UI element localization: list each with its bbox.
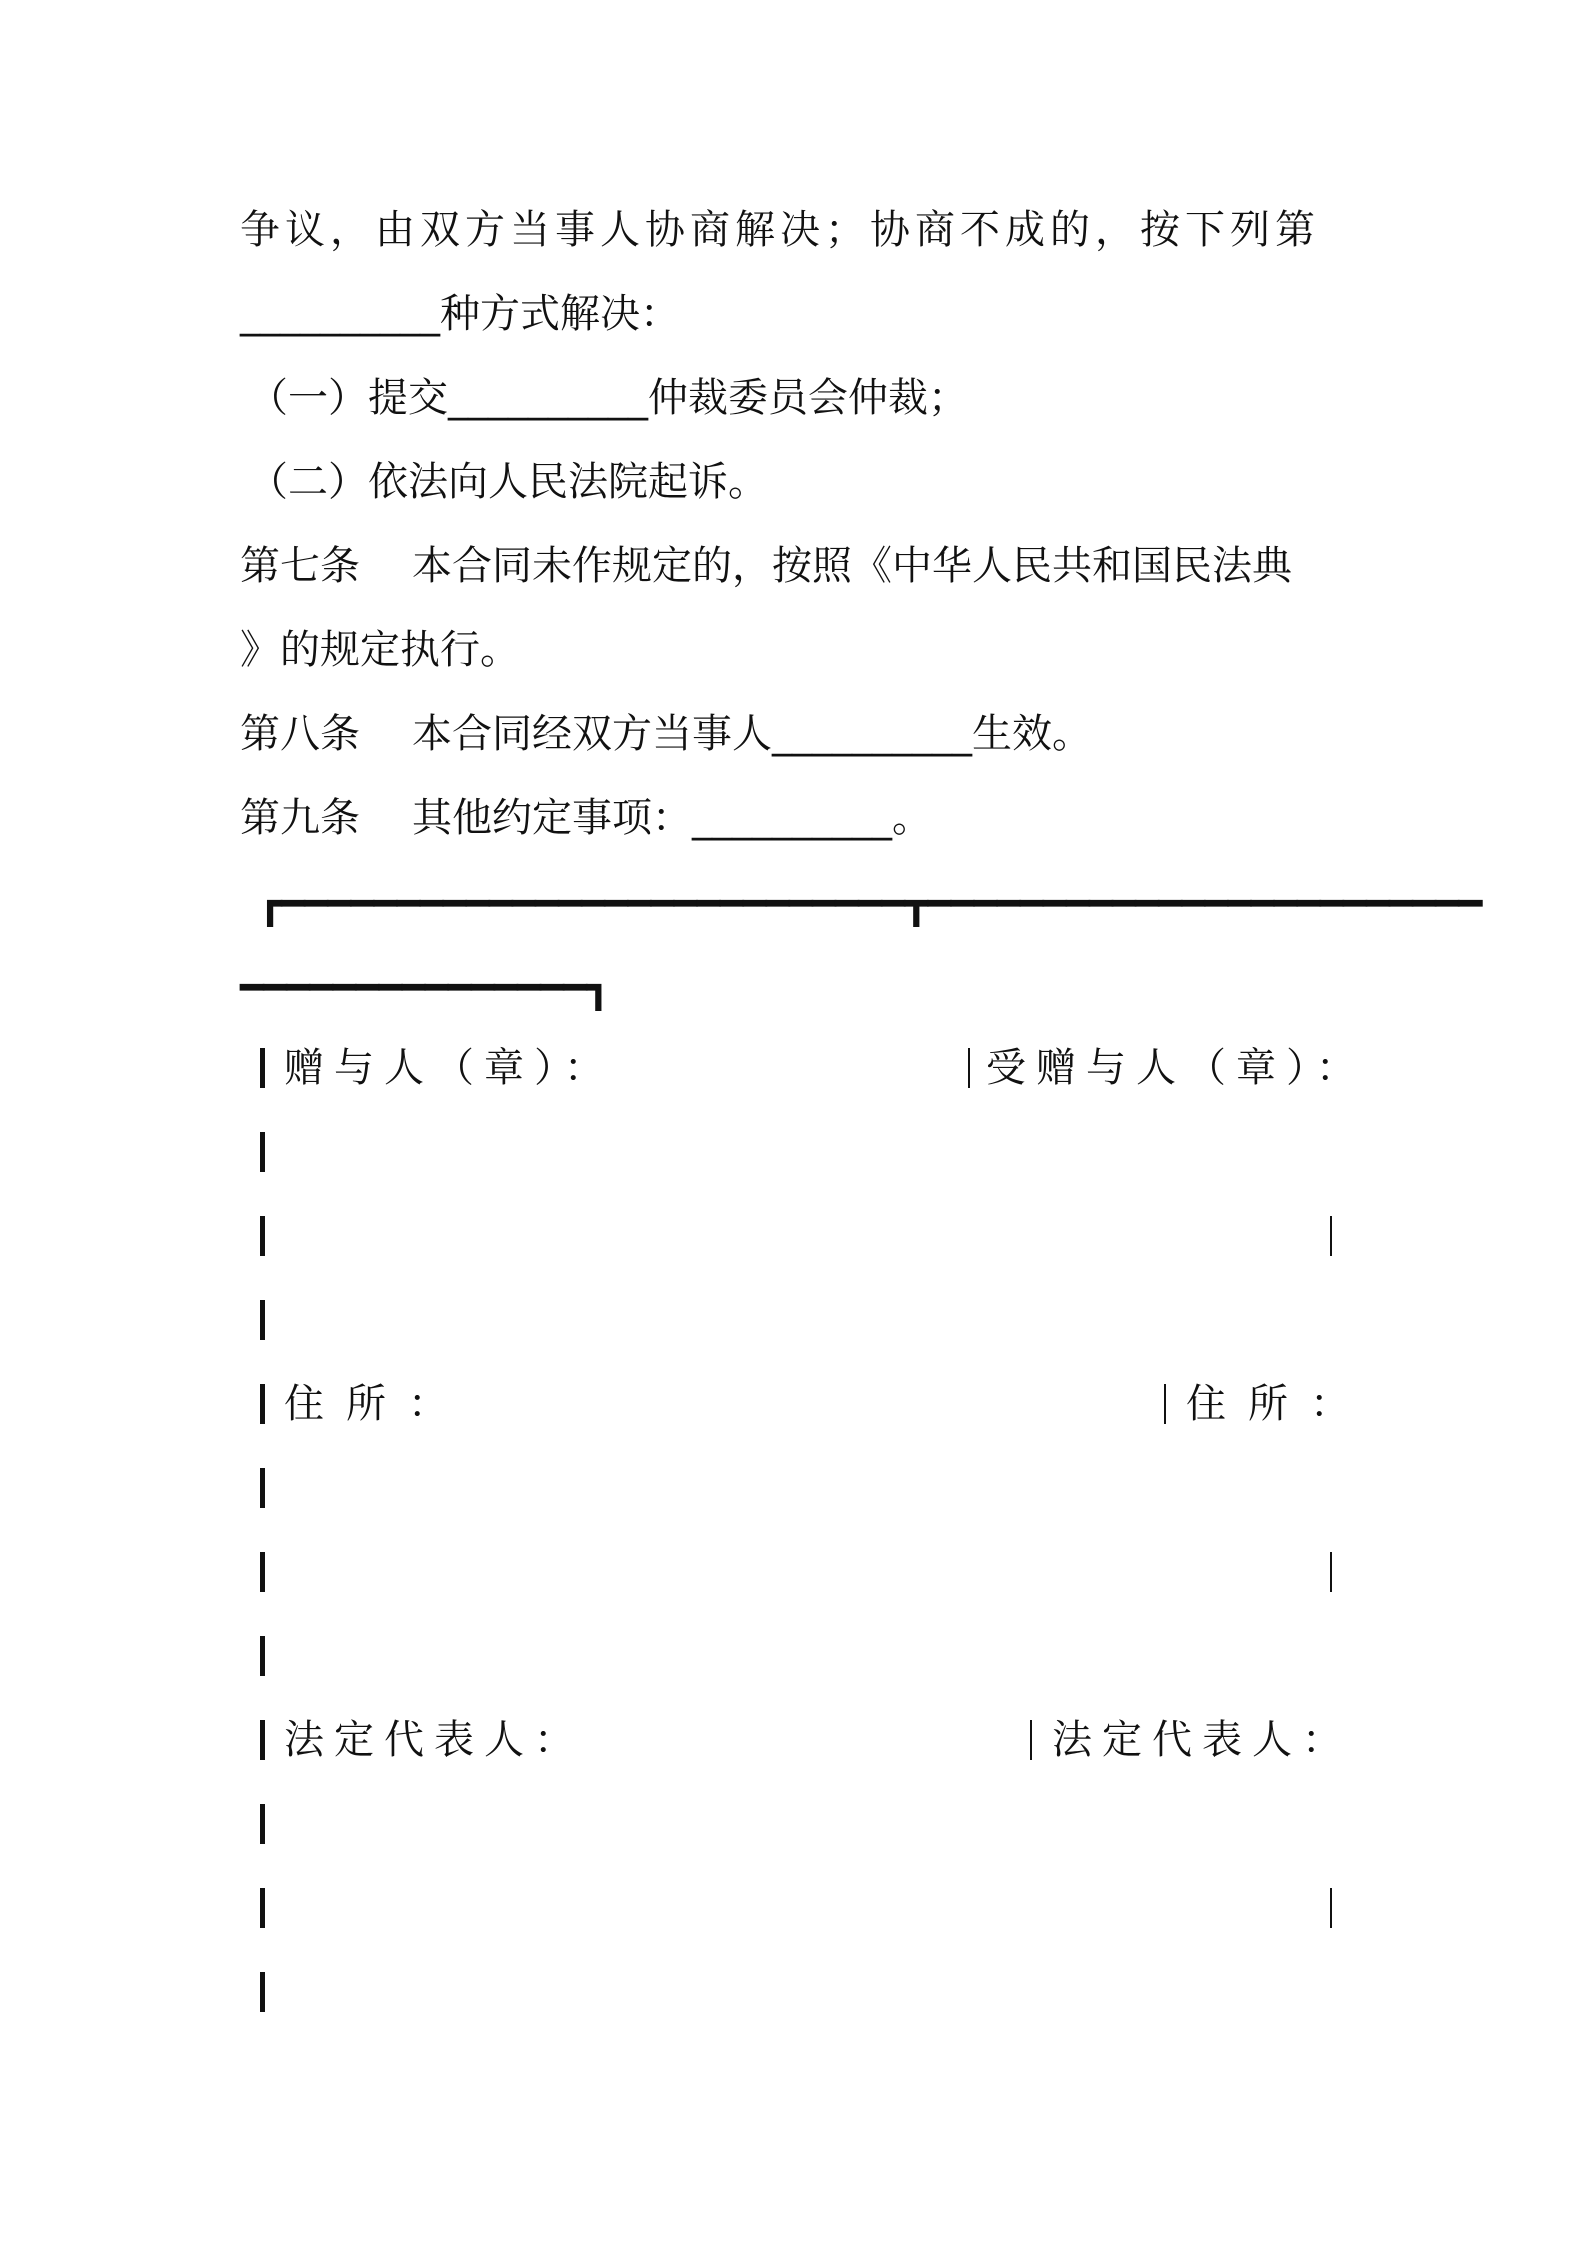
table-left-border [260,1300,265,1340]
table-left-border [260,1888,265,1928]
resolution-method-line: __________种方式解决： [240,291,680,337]
article-9-number: 第九条 [240,795,360,841]
article-9 [240,790,932,846]
table-middle-border [1164,1384,1166,1424]
option-arbitration: （一）提交__________仲裁委员会仲裁； [248,375,968,421]
option-litigation: （二）依法向人民法院起诉。 [248,459,768,505]
table-left-border [260,1132,265,1172]
table-left-border [260,1720,265,1760]
table-right-border [1330,1888,1332,1928]
donor-seal-label: 赠与人（章）： [284,1045,614,1091]
table-middle-border [1030,1720,1032,1760]
article-8-number: 第八条 [240,711,360,757]
article-7 [240,538,1292,594]
donee-legal-rep-label: 法定代表人： [1052,1717,1352,1763]
table-right-border [1330,1552,1332,1592]
table-left-border [260,1384,265,1424]
donor-legal-rep-label: 法定代表人： [284,1717,584,1763]
dispute-clause-line: 争议，由双方当事人协商解决；协商不成的，按下列第 [240,207,1320,253]
article-8-text: 本合同经双方当事人__________生效。 [412,711,1092,757]
table-top-border-tail: ━━━━━━━━━━━━━━━┓ [240,965,610,1011]
article-7-continuation: 》的规定执行。 [240,627,520,673]
donee-address-label: 住所： [1186,1381,1372,1427]
table-right-border [1330,1216,1332,1256]
table-left-border [260,1216,265,1256]
article-7-number: 第七条 [240,543,360,589]
table-left-border [260,1048,265,1088]
table-left-border [260,1468,265,1508]
table-left-border [260,1552,265,1592]
donor-address-label: 住所： [284,1381,470,1427]
table-left-border [260,1972,265,2012]
article-7-text: 本合同未作规定的，按照《中华人民共和国民法典 [412,543,1292,589]
article-8 [240,706,1092,762]
table-middle-border [968,1048,970,1088]
table-left-border [260,1636,265,1676]
table-top-border: ┏━━━━━━━━━━━━━━━━━━━━━━━━━━━┳━━━━━━━━━━━━━━━━━━━━━━━━ [258,881,1482,927]
table-left-border [260,1804,265,1844]
donee-seal-label: 受赠与人（章）： [986,1045,1366,1091]
article-9-text: 其他约定事项：__________。 [412,795,932,841]
